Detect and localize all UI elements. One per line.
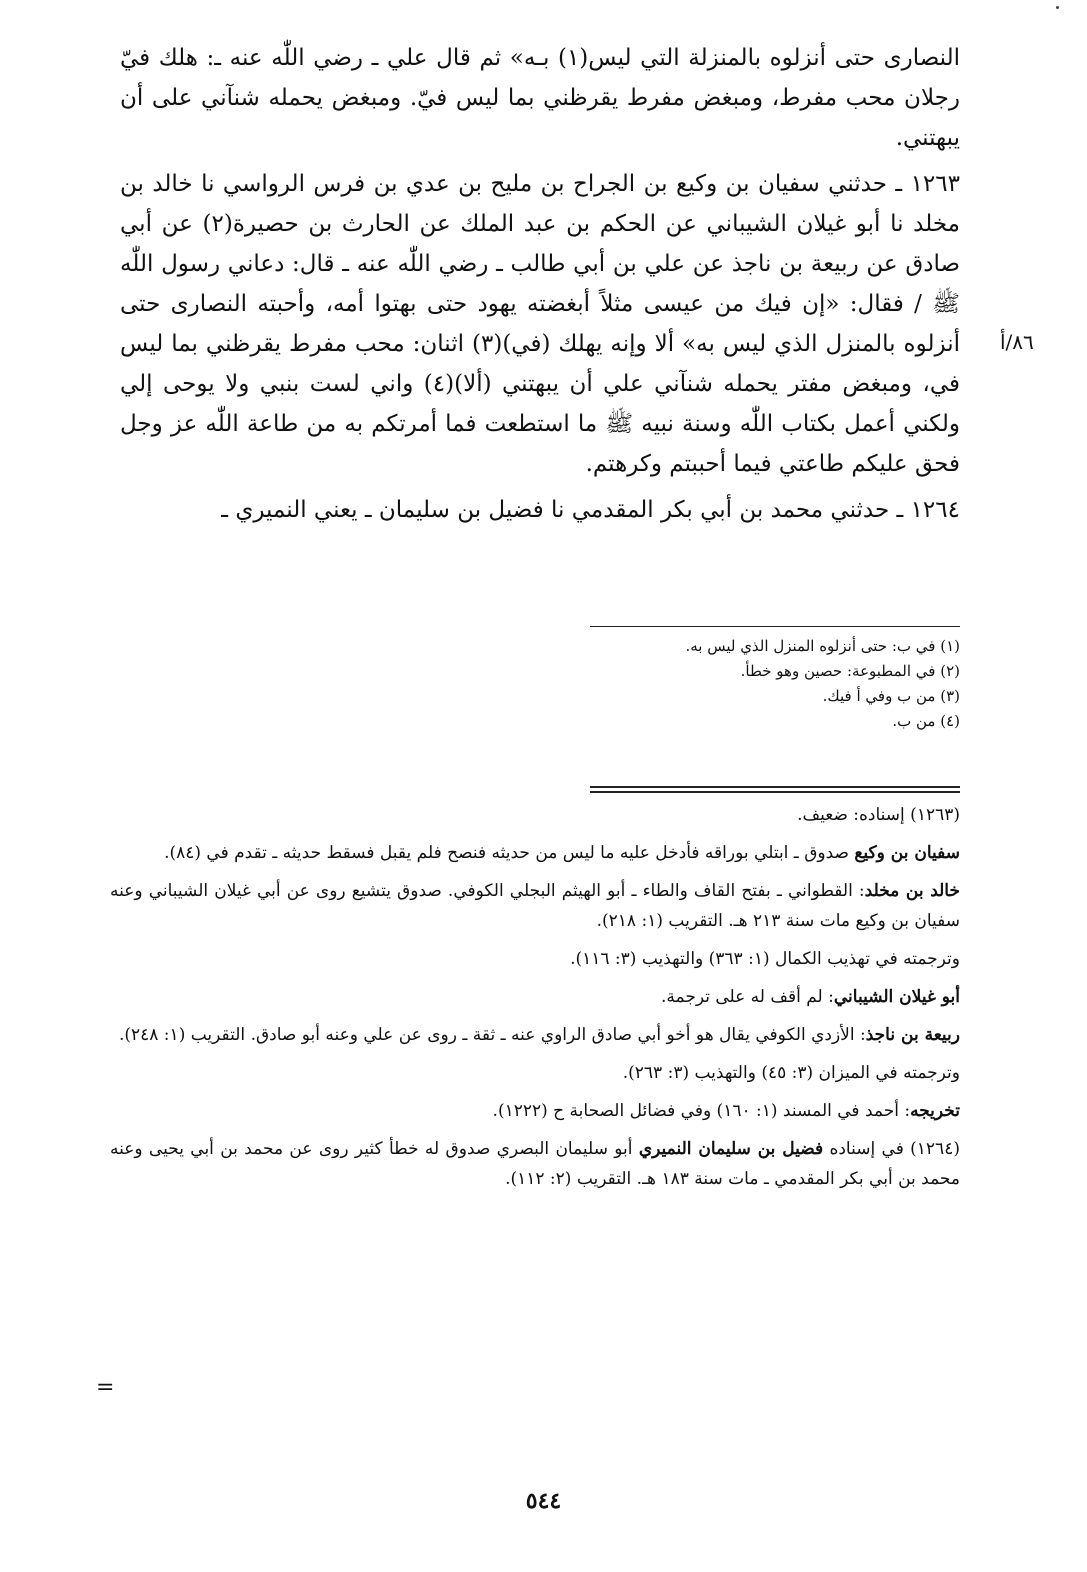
commentary-sufyan [110,838,960,868]
footnote-2: (٢) في المطبوعة: حصين وهو خطأ. [740,662,960,680]
commentary-abu-ghaylan [110,982,960,1012]
commentary-takhrij [110,1096,960,1126]
footnote-3: (٣) من ب وفي أ فيك. [822,687,960,705]
commentary-1264-text: أبو سليمان البصري صدوق له خطأ كثير روى عن محمد بن أبي يحيى وعنه محمد بن أبي بكر المقدمي ـ مات سنة ١٨٣ هـ. التقريب (٢: ١١٢). [110,1139,960,1189]
commentary-takhrij-text: : أحمد في المسند (١: ١٦٠) وفي فضائل الصحابة ح (١٢٢٢). [492,1101,911,1121]
commentary-1264 [110,1134,960,1194]
commentary-double-rule [590,786,960,793]
main-text [120,38,960,536]
main-paragraph-1: النصارى حتى أنزلوه بالمنزلة التي ليس(١) بـه» ثم قال علي ـ رضي اللّٰه عنه ـ: هلك فيّ رجلان محب مفرط، ومبغض مفرط يقرظني بما ليس فيّ. ومبغض يحمله شنآني على أن يبهتني. [120,45,960,151]
commentary-1263-heading: (١٢٦٣) إسناده: ضعيف. [797,805,960,825]
commentary-sufyan-label: سفيان بن وكيع [854,843,960,863]
commentary-khalid-refs: وترجمته في تهذيب الكمال (١: ٣٦٣) والتهذيب (٣: ١١٦). [570,949,960,969]
footnote-1: (١) في ب: حتى أنزلوه المنزل الذي ليس به. [685,637,960,655]
commentary-khalid-label: خالد بن مخلد [864,881,960,901]
main-paragraph-1264: ١٢٦٤ ـ حدثني محمد بن أبي بكر المقدمي نا فضيل بن سليمان ـ يعني النميري ـ [221,497,960,523]
commentary-rabia-refs: وترجمته في الميزان (٣: ٤٥) والتهذيب (٣: ٢٦٣). [622,1063,960,1083]
commentary-khalid [110,876,960,936]
footnote-rule [590,626,960,627]
footnote-4: (٤) من ب. [892,712,960,730]
commentary-takhrij-label: تخريجه [910,1101,960,1121]
commentary-abu-ghaylan-label: أبو غيلان الشيباني [833,987,960,1007]
main-paragraph-1263: ١٢٦٣ ـ حدثني سفيان بن وكيع بن الجراح بن مليح بن عدي بن فرس الرواسي نا خالد بن مخلد نا أبو غيلان الشيباني عن الحكم بن عبد الملك عن الحارث بن حصيرة(٢) عن أبي صادق عن ربيعة بن ناجذ عن علي بن أبي طالب ـ رضي اللّٰه عنه ـ قال: دعاني رسول اللّٰه ﷺ / فقال: «إن فيك من عيسى مثلاً أبغضته يهود حتى بهتوا أمه، وأحبته النصارى حتى أنزلوه بالمنزل الذي ليس به» ألا وإنه يهلك (في)(٣) اثنان: محب مفرط يقرظني بما ليس في، ومبغض مفتر يحمله شنآني علي أن يبهتني (ألا)(٤) واني لست بنبي ولا يوحى إلي ولكني أعمل بكتاب اللّٰه وسنة نبيه ﷺ ما استطعت فما أمرتكم به من طاعة اللّٰه عز وجل فحق عليكم طاعتي فيما أحببتم وكرهتم. [120,171,961,477]
page-number: ٥٤٤ [525,1488,562,1514]
footnotes [560,634,960,734]
commentary-khalid-text: : القطواني ـ بفتح القاف والطاء ـ أبو الهيثم البجلي الكوفي. صدوق يتشيع روى عن أبي غيلان الشيباني وعنه سفيان بن وكيع مات سنة ٢١٣ هـ. التقريب (١: ٢١٨). [110,881,960,931]
commentary-rabia-text: : الأزدي الكوفي يقال هو أخو أبي صادق الراوي عنه ـ ثقة ـ روى عن علي وعنه أبو صادق. التقريب (١: ٢٤٨). [118,1025,866,1045]
commentary-sufyan-text: صدوق ـ ابتلي بوراقه فأدخل عليه ما ليس من حديثه فنصح فلم يقبل فسقط حديثه ـ تقدم في (٨٤). [164,843,855,863]
commentary-rabia-label: ربيعة بن ناجذ [865,1025,960,1045]
margin-folio-note: ٨٦/أ [1000,330,1034,354]
commentary-1264-prefix: (١٢٦٤) في إسناده [823,1139,960,1159]
commentary [110,800,960,1202]
corner-dot [1056,6,1059,9]
commentary-rabia [110,1020,960,1050]
continuation-mark: = [96,1375,115,1400]
commentary-1264-label: فضيل بن سليمان النميري [638,1139,824,1159]
commentary-abu-ghaylan-text: : لم أقف له على ترجمة. [660,987,834,1007]
